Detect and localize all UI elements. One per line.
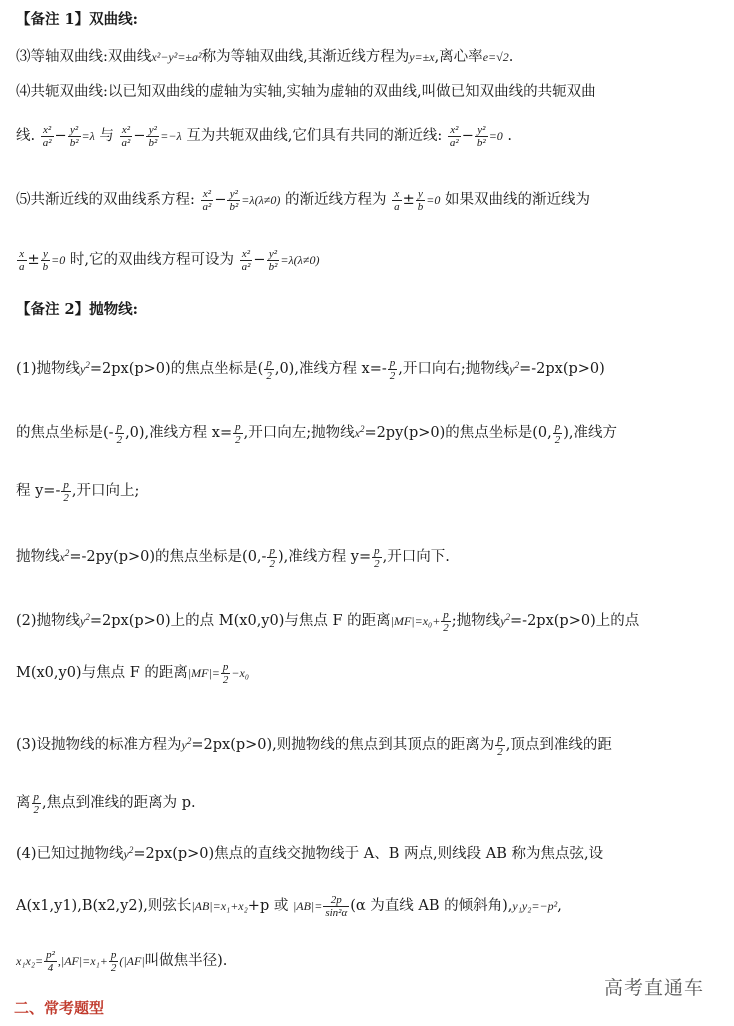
note2-p3-line1: (3)设抛物线的标准方程为$y^2=2px(p>0)$,则抛物线的焦点到其顶点的距离为 $\frac{p}{2}$ ,顶点到准线的距 bbox=[16, 732, 612, 758]
note2-p1-line2: 的焦点坐标是(- $\frac{p}{2}$ ,0),准线方程 x= $\frac{p}{2}$ ,开口向左;抛物线$x^2=2py(p>0)$的焦点坐标是(0, $\frac{p}{2}$ ),准线方 bbox=[16, 420, 618, 446]
note2-p2-line1: (2)抛物线$y^2=2px(p>0)$上的点 M(x0,y0)与焦点 F 的距离|MF|=x₀+ $\frac{p}{2}$ ;抛物线$y^2=-2px(p>0)$上的点 bbox=[16, 608, 640, 634]
note1-item3: ⑶等轴双曲线:双曲线x²−y²=±a²称为等轴双曲线,其渐近线方程为y=±x,离心率e=√2. bbox=[16, 49, 514, 65]
note2-p4-line3: x₁x₂= $\frac{\text{p²}}{4}$ ,|AF|=x₁+ $\frac{p}{2}$ (|AF|叫做焦半径). bbox=[16, 948, 228, 974]
note2-p1-line3: 程 y=- $\frac{p}{2}$ ,开口向上; bbox=[16, 478, 140, 504]
note2-p1-line4: 抛物线$x^2=-2py(p>0)$的焦点坐标是(0,- $\frac{p}{2}$ ),准线方程 y= $\frac{p}{2}$ ,开口向下. bbox=[16, 544, 450, 570]
note2-p3-line2: 离 $\frac{p}{2}$ ,焦点到准线的距离为 p. bbox=[16, 790, 196, 816]
note2-p1-line1: (1)抛物线$y^2=2px(p>0)$的焦点坐标是( $\frac{p}{2}$ ,0),准线方程 x=- $\frac{p}{2}$ ,开口向右;抛物线$y^2=-2px(p>0)$ bbox=[16, 356, 605, 382]
section-heading: 二、常考题型 bbox=[14, 999, 105, 1017]
note2-p4-line1: (4)已知过抛物线$y^2=2px(p>0)$焦点的直线交抛物线于 A、B 两点,则线段 AB 称为焦点弦,设 bbox=[16, 845, 604, 862]
formula: x²−y²=±a² bbox=[151, 50, 202, 64]
note1-item4-line1: ⑷共轭双曲线:以已知双曲线的虚轴为实轴,实轴为虚轴的双曲线,叫做已知双曲线的共轭双曲 bbox=[16, 84, 596, 100]
note1-item4-line2: 线. $\frac{\text{x²}}{\text{a²}}$ − $\frac{\text{y²}}{\text{b²}}$ =λ 与 $\frac{\text{x²}}{\text{a²}}$ − $\frac{\text{y²}}{\text{b²}}$ =−λ 互为共轭双曲线,它们具有共同的渐近线: $\frac{\text{x²}}{\text{a²}}$ − $\frac{\text{y²}}{\text{b²}}$ =0 . bbox=[16, 123, 513, 149]
watermark: 高考直通车 bbox=[603, 977, 704, 999]
note1-item5-line1: ⑸共渐近线的双曲线系方程: $\frac{\text{x²}}{\text{a²}}$ − $\frac{\text{y²}}{\text{b²}}$ =λ(λ≠0) 的渐近线方程为 $\frac{x}{a}$ ± $\frac{y}{b}$ =0 如果双曲线的渐近线为 bbox=[16, 187, 590, 213]
note2-heading: 【备注 2】抛物线: bbox=[16, 301, 138, 318]
note2-p4-line2: A(x1,y1),B(x2,y2),则弦长|AB|=x₁+x₂+p 或 |AB|= $\frac{2p}{\text{sin²α}}$ (α 为直线 AB 的倾斜角),y₁y₂=−p², bbox=[16, 893, 562, 919]
note1-item5-line2: $\frac{x}{a}$ ± $\frac{y}{b}$ =0 时,它的双曲线方程可设为 $\frac{\text{x²}}{\text{a²}}$ − $\frac{\text{y²}}{\text{b²}}$ =λ(λ≠0) bbox=[19, 247, 320, 273]
note1-heading: 【备注 1】双曲线: bbox=[16, 11, 138, 28]
note2-p2-line2: M(x0,y0)与焦点 F 的距离|MF|= $\frac{p}{2}$ −x₀ bbox=[16, 660, 250, 686]
